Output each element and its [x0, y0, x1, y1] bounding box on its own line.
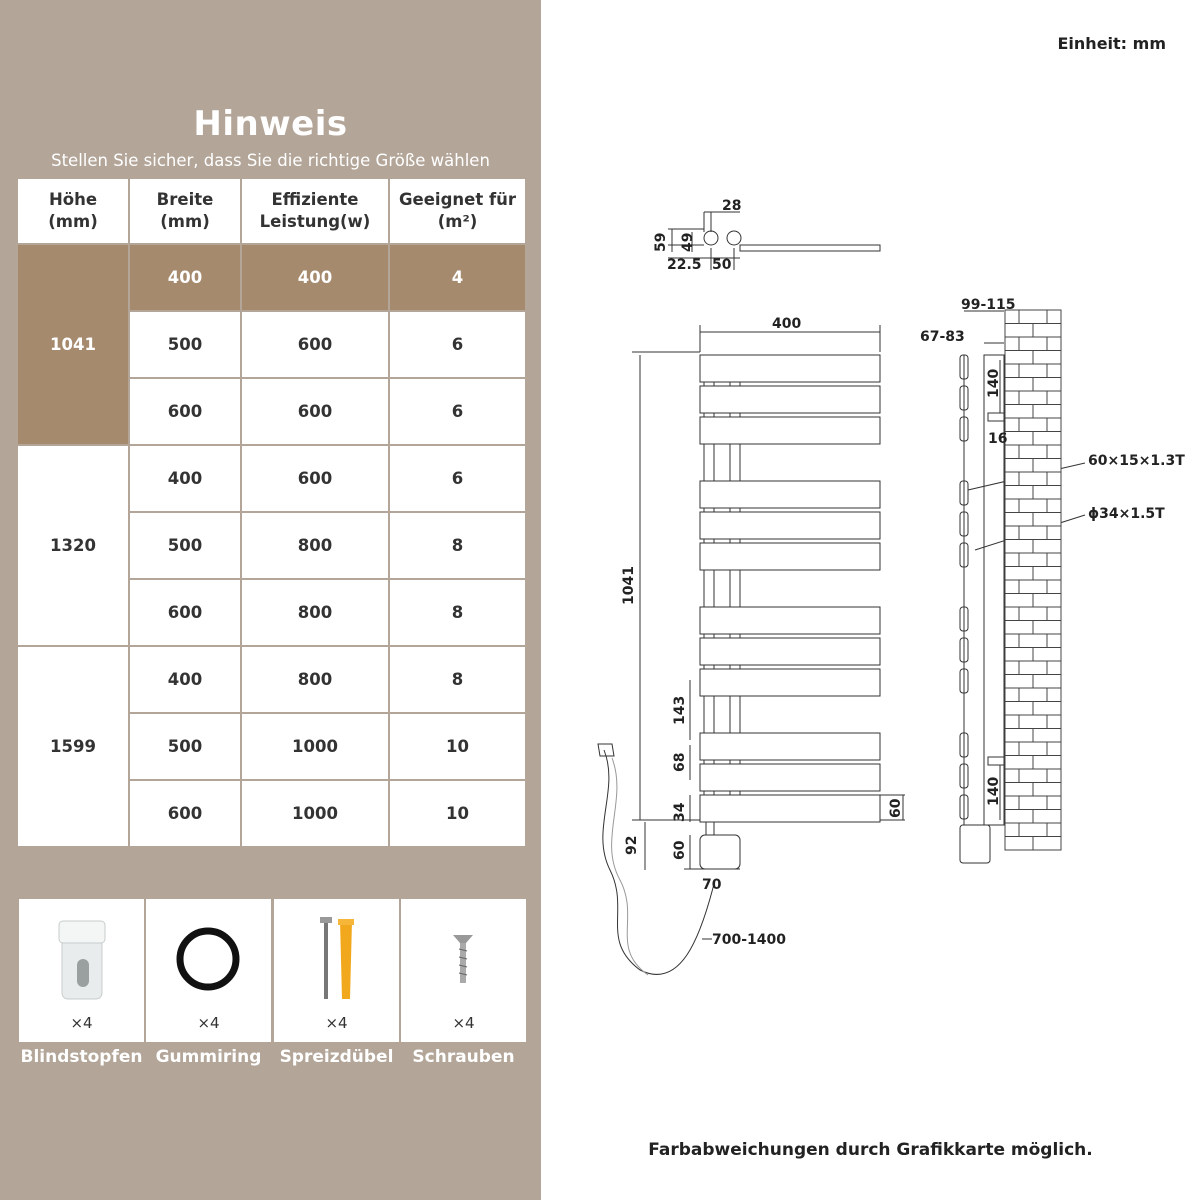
color-note: Farbabweichungen durch Grafikkarte möglich. [648, 1140, 1093, 1160]
area-cell: 8 [390, 513, 527, 580]
accessory-label: Blindstopfen [20, 1047, 143, 1067]
accessory-card [19, 899, 144, 1042]
width-cell: 400 [130, 446, 242, 513]
wall-plug-icon [274, 899, 399, 1009]
accessory-label: Spreizdübel [279, 1047, 394, 1067]
area-cell: 10 [390, 781, 527, 848]
accessory-card [401, 899, 526, 1042]
dim-68: 68 [672, 752, 688, 772]
area-cell: 6 [390, 312, 527, 379]
dim-70: 70 [702, 877, 722, 893]
dim-143: 143 [672, 695, 688, 725]
height-cell: 1320 [18, 446, 130, 647]
accessory-label: Gummiring [155, 1047, 262, 1067]
header-area: Geeignet für (m²) [390, 179, 527, 245]
accessory-qty: ×4 [325, 1014, 348, 1032]
dim-50: 50 [712, 257, 732, 273]
table-header-row [18, 179, 527, 245]
power-cell: 600 [242, 312, 390, 379]
dim-cable: 700-1400 [712, 932, 786, 948]
dim-67-83: 67-83 [920, 329, 965, 345]
hint-subtitle: Stellen Sie sicher, dass Sie die richtige Größe wählen [51, 151, 490, 170]
round-tube-spec: ϕ34×1.5T [1088, 506, 1165, 522]
brick-wall [1005, 310, 1061, 850]
width-cell: 500 [130, 312, 242, 379]
power-cell: 800 [242, 647, 390, 714]
table-row [18, 647, 527, 714]
table-row [18, 245, 527, 312]
power-cell: 600 [242, 379, 390, 446]
width-cell: 600 [130, 580, 242, 647]
area-cell: 10 [390, 714, 527, 781]
dim-22-5: 22.5 [667, 257, 702, 273]
header-width: Breite (mm) [130, 179, 242, 245]
accessory-qty: ×4 [197, 1014, 220, 1032]
dim-49: 49 [680, 232, 696, 252]
width-cell: 500 [130, 513, 242, 580]
area-cell: 6 [390, 446, 527, 513]
power-cell: 800 [242, 513, 390, 580]
power-cell: 600 [242, 446, 390, 513]
dim-16: 16 [988, 431, 1008, 447]
width-cell: 600 [130, 379, 242, 446]
dim-140-top: 140 [986, 368, 1002, 398]
dim-28: 28 [722, 198, 742, 214]
dim-60-heater: 60 [672, 840, 688, 860]
width-cell: 500 [130, 714, 242, 781]
screw-icon [401, 899, 526, 1009]
hint-panel [0, 0, 541, 1200]
header-power: Effiziente Leistung(w) [242, 179, 390, 245]
dim-92: 92 [624, 835, 640, 855]
area-cell: 8 [390, 580, 527, 647]
unit-label: Einheit: mm [1057, 34, 1166, 53]
dim-60-bar: 60 [888, 798, 904, 818]
dim-width: 400 [772, 316, 802, 332]
area-cell: 4 [390, 245, 527, 312]
accessory-card [274, 899, 399, 1042]
front-view [598, 325, 905, 975]
flat-tube-spec: 60×15×1.3T [1088, 453, 1185, 469]
area-cell: 6 [390, 379, 527, 446]
size-table [18, 179, 527, 848]
hint-title: Hinweis [193, 104, 348, 144]
dim-34: 34 [672, 802, 688, 822]
dim-height: 1041 [621, 566, 637, 605]
accessory-card [146, 899, 271, 1042]
width-cell: 600 [130, 781, 242, 848]
width-cell: 400 [130, 647, 242, 714]
table-row [18, 446, 527, 513]
dim-140-bottom: 140 [986, 776, 1002, 806]
accessory-qty: ×4 [70, 1014, 93, 1032]
area-cell: 8 [390, 647, 527, 714]
rubber-ring-icon [146, 899, 271, 1009]
power-cell: 1000 [242, 714, 390, 781]
height-cell: 1041 [18, 245, 130, 446]
dim-59: 59 [653, 232, 669, 252]
dim-99-115: 99-115 [961, 297, 1016, 313]
accessory-label: Schrauben [412, 1047, 515, 1067]
blind-plug-icon [19, 899, 144, 1009]
accessory-qty: ×4 [452, 1014, 475, 1032]
technical-drawing [541, 0, 1200, 1120]
header-height: Höhe (mm) [18, 179, 130, 245]
height-cell: 1599 [18, 647, 130, 848]
power-cell: 1000 [242, 781, 390, 848]
power-cell: 800 [242, 580, 390, 647]
width-cell: 400 [130, 245, 242, 312]
power-cell: 400 [242, 245, 390, 312]
